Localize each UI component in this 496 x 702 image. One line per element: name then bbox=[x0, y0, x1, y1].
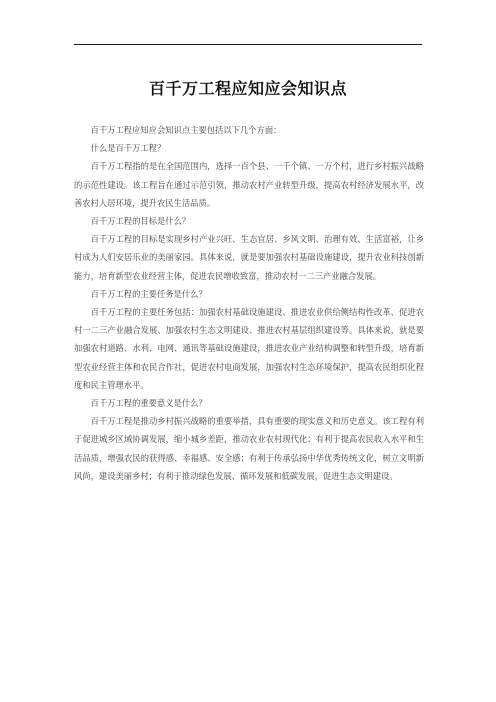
answer-paragraph: 百千万工程是推动乡村振兴战略的重要举措，具有重要的现实意义和历史意义。该工程有利于促进城乡区域协调发展，缩小城乡差距，推动农业农村现代化；有利于提高农民收入水平和生活品质，增强农民的获得感、幸福感、安全感；有利于传承弘扬中华优秀传统文化，树立文明新风尚，建设美丽乡村；有利于推动绿色发展、循环发展和低碳发展，促进生态文明建设。 bbox=[74, 416, 424, 481]
document-body bbox=[74, 121, 424, 485]
question-heading: 什么是百千万工程？ bbox=[90, 143, 166, 154]
question-heading: 百千万工程的重要意义是什么？ bbox=[90, 398, 207, 409]
question-heading: 百千万工程的目标是什么？ bbox=[90, 216, 191, 227]
question-heading: 百千万工程的主要任务是什么？ bbox=[90, 288, 207, 299]
answer-paragraph: 百千万工程的目标是实现乡村产业兴旺、生态宜居、乡风文明、治理有效、生活富裕，让乡村成为人们安居乐业的美丽家园。具体来说，就是要加强农村基础设施建设，提升农业科技创新能力，培育新型农业经营主体，促进农民增收致富，推动农村一二三产业融合发展。 bbox=[74, 234, 424, 281]
header-rule bbox=[74, 44, 422, 45]
answer-paragraph: 百千万工程指的是在全国范围内，选择一百个县、一千个镇、一万个村，进行乡村振兴战略的示范性建设。该工程旨在通过示范引领，推动农村产业转型升级，提高农村经济发展水平，改善农村人居环境，提升农民生活品质。 bbox=[74, 161, 424, 208]
intro-paragraph: 百千万工程应知应会知识点主要包括以下几个方面： bbox=[90, 125, 282, 135]
document-title: 百千万工程应知应会知识点 bbox=[148, 79, 347, 98]
answer-paragraph: 百千万工程的主要任务包括：加强农村基础设施建设、推进农业供给侧结构性改革、促进农村一二三产业融合发展、加强农村生态文明建设、推进农村基层组织建设等。具体来说，就是要加强农村道路、水利、电网、通讯等基础设施建设，推进农业产业结构调整和转型升级，培育新型农业经营主体和农民合作社，促进农村电商发展，加强农村生态环境保护，提高农民组织化程度和民主管理水平。 bbox=[74, 307, 424, 390]
